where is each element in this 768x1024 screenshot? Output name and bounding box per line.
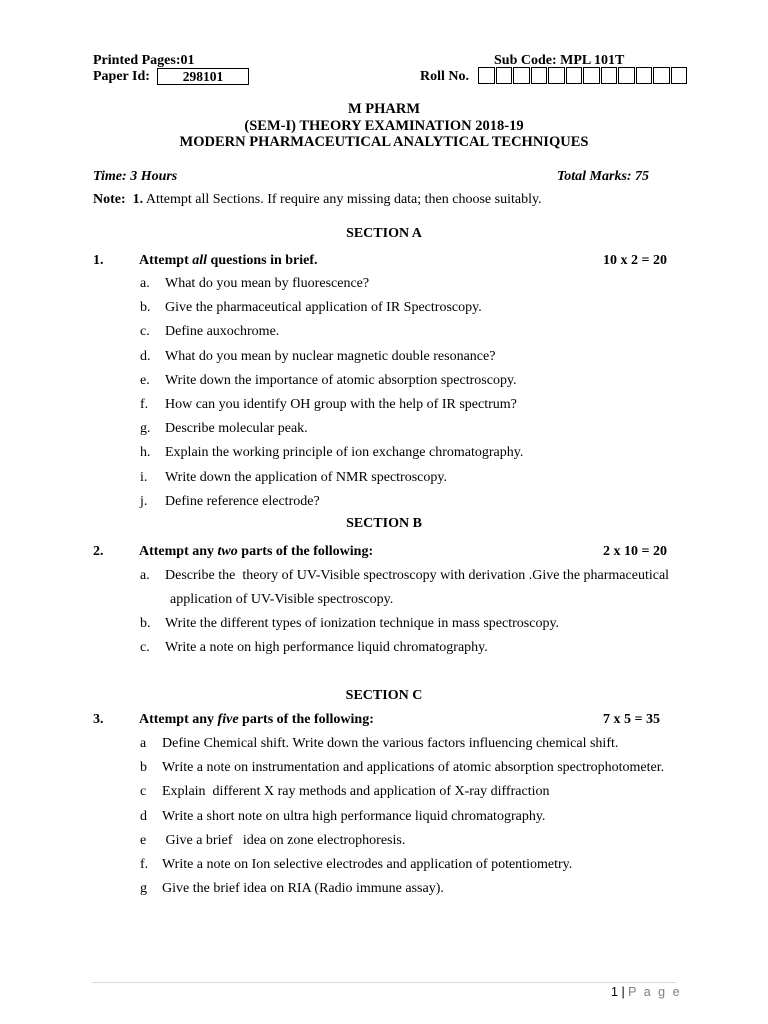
- question-text: Describe molecular peak.: [165, 421, 308, 437]
- question-text-continued: application of UV-Visible spectroscopy.: [170, 592, 394, 607]
- instr-post: questions in brief.: [207, 253, 318, 268]
- section-a-heading: SECTION A: [346, 226, 422, 241]
- question-label: f.: [140, 397, 149, 412]
- question-label: b: [140, 760, 147, 776]
- roll-no-cell[interactable]: [531, 67, 548, 84]
- roll-no-cell[interactable]: [583, 67, 600, 84]
- question-label: d.: [140, 348, 151, 364]
- roll-no-cell[interactable]: [478, 67, 495, 84]
- section-b-instruction: [139, 544, 373, 560]
- section-c-instruction: [139, 712, 374, 728]
- question-text: Write down the importance of atomic absorption spectroscopy.: [165, 372, 517, 388]
- question-label: b.: [140, 300, 151, 316]
- roll-no-cell[interactable]: [548, 67, 565, 84]
- question-text: How can you identify OH group with the help of IR spectrum?: [165, 397, 517, 412]
- question-label: a.: [140, 276, 150, 291]
- roll-no-cell[interactable]: [636, 67, 653, 84]
- question-text: Write a note on instrumentation and applications of atomic absorption spectrophotometer.: [162, 760, 665, 776]
- question-label: h.: [140, 445, 151, 461]
- roll-no-cell[interactable]: [496, 67, 513, 84]
- question-text: Define auxochrome.: [165, 324, 280, 340]
- question-label: b.: [140, 616, 151, 631]
- question-text: Write a short note on ultra high performance liquid chromatography.: [162, 808, 546, 824]
- question-label: a: [140, 736, 147, 751]
- total-marks: Total Marks: 75: [557, 169, 650, 184]
- question-label: d: [140, 808, 147, 824]
- question-text: Define reference electrode?: [165, 493, 320, 509]
- course-title: M PHARM: [347, 101, 421, 117]
- exam-title: (SEM-I) THEORY EXAMINATION 2018-19: [244, 118, 524, 134]
- note: [93, 192, 542, 208]
- section-c-heading: SECTION C: [345, 688, 423, 703]
- question-text: Write a note on high performance liquid chromatography.: [165, 640, 488, 655]
- question-label: j.: [140, 493, 148, 509]
- question-text: Explain different X ray methods and application of X-ray diffraction: [162, 784, 550, 800]
- section-b-heading: SECTION B: [346, 516, 422, 531]
- question-text: Give the pharmaceutical application of IR Spectroscopy.: [165, 300, 482, 316]
- section-b-marks: 2 x 10 = 20: [603, 544, 667, 559]
- roll-no-cell[interactable]: [671, 67, 688, 84]
- roll-no-cell[interactable]: [513, 67, 530, 84]
- question-label: c.: [140, 324, 150, 340]
- question-text: Give the brief idea on RIA (Radio immune assay).: [162, 881, 444, 897]
- section-c-number: 3.: [93, 712, 104, 727]
- question-text: Give a brief idea on zone electrophoresis.: [162, 832, 406, 848]
- question-label: c.: [140, 640, 150, 655]
- note-label: Note:: [93, 192, 126, 207]
- question-label: e: [140, 832, 147, 848]
- question-label: c: [140, 784, 147, 800]
- instr-pre: Attempt: [139, 253, 193, 268]
- instr-pre: Attempt any: [139, 712, 218, 727]
- instr-post: parts of the following:: [237, 544, 374, 559]
- subject-title: MODERN PHARMACEUTICAL ANALYTICAL TECHNIQUES: [179, 134, 589, 150]
- instr-emphasis: all: [192, 253, 208, 268]
- section-a-number: 1.: [93, 253, 104, 268]
- paper-id-label: Paper Id:: [93, 69, 150, 84]
- roll-no-cell[interactable]: [566, 67, 583, 84]
- note-text: Attempt all Sections. If require any missing data; then choose suitably.: [145, 192, 542, 207]
- page-number: 1: [611, 985, 618, 999]
- question-text: Write a note on Ion selective electrodes and application of potentiometry.: [162, 857, 573, 872]
- question-text: What do you mean by fluorescence?: [165, 276, 370, 291]
- sub-code: Sub Code: MPL 101T: [494, 53, 625, 68]
- question-text: Write down the application of NMR spectroscopy.: [165, 469, 447, 485]
- time-allowed: Time: 3 Hours: [93, 169, 178, 184]
- question-label: g: [140, 881, 147, 897]
- question-label: g.: [140, 421, 151, 437]
- page-footer: [611, 985, 682, 999]
- question-text: Define Chemical shift. Write down the various factors influencing chemical shift.: [162, 736, 619, 751]
- printed-pages: Printed Pages:01: [93, 53, 195, 68]
- roll-no-cell[interactable]: [653, 67, 670, 84]
- instr-post: parts of the following:: [238, 712, 374, 727]
- footer-divider: [92, 982, 676, 983]
- section-a-instruction: [139, 253, 318, 269]
- question-label: a.: [140, 568, 150, 583]
- question-label: f.: [140, 857, 149, 872]
- question-text: Explain the working principle of ion exchange chromatography.: [165, 445, 524, 461]
- roll-no-cell[interactable]: [601, 67, 618, 84]
- question-label: e.: [140, 372, 150, 388]
- question-text: Write the different types of ionization technique in mass spectroscopy.: [165, 616, 560, 631]
- instr-emphasis: two: [217, 544, 238, 559]
- question-text: What do you mean by nuclear magnetic double resonance?: [165, 348, 496, 364]
- roll-no-cell[interactable]: [618, 67, 635, 84]
- page-separator: |: [621, 985, 625, 999]
- section-c-marks: 7 x 5 = 35: [603, 712, 660, 727]
- note-number: 1.: [132, 192, 144, 207]
- question-text: Describe the theory of UV-Visible spectroscopy with derivation .Give the pharmaceutical: [165, 568, 670, 583]
- instr-emphasis: five: [217, 712, 239, 727]
- roll-no-label: Roll No.: [420, 69, 469, 84]
- page-word: P a g e: [628, 985, 682, 999]
- instr-pre: Attempt any: [139, 544, 218, 559]
- section-a-marks: 10 x 2 = 20: [603, 253, 667, 268]
- section-b-number: 2.: [93, 544, 104, 559]
- question-label: i.: [140, 469, 148, 485]
- paper-id-value: 298101: [182, 69, 224, 84]
- paper-id-box: [157, 68, 249, 85]
